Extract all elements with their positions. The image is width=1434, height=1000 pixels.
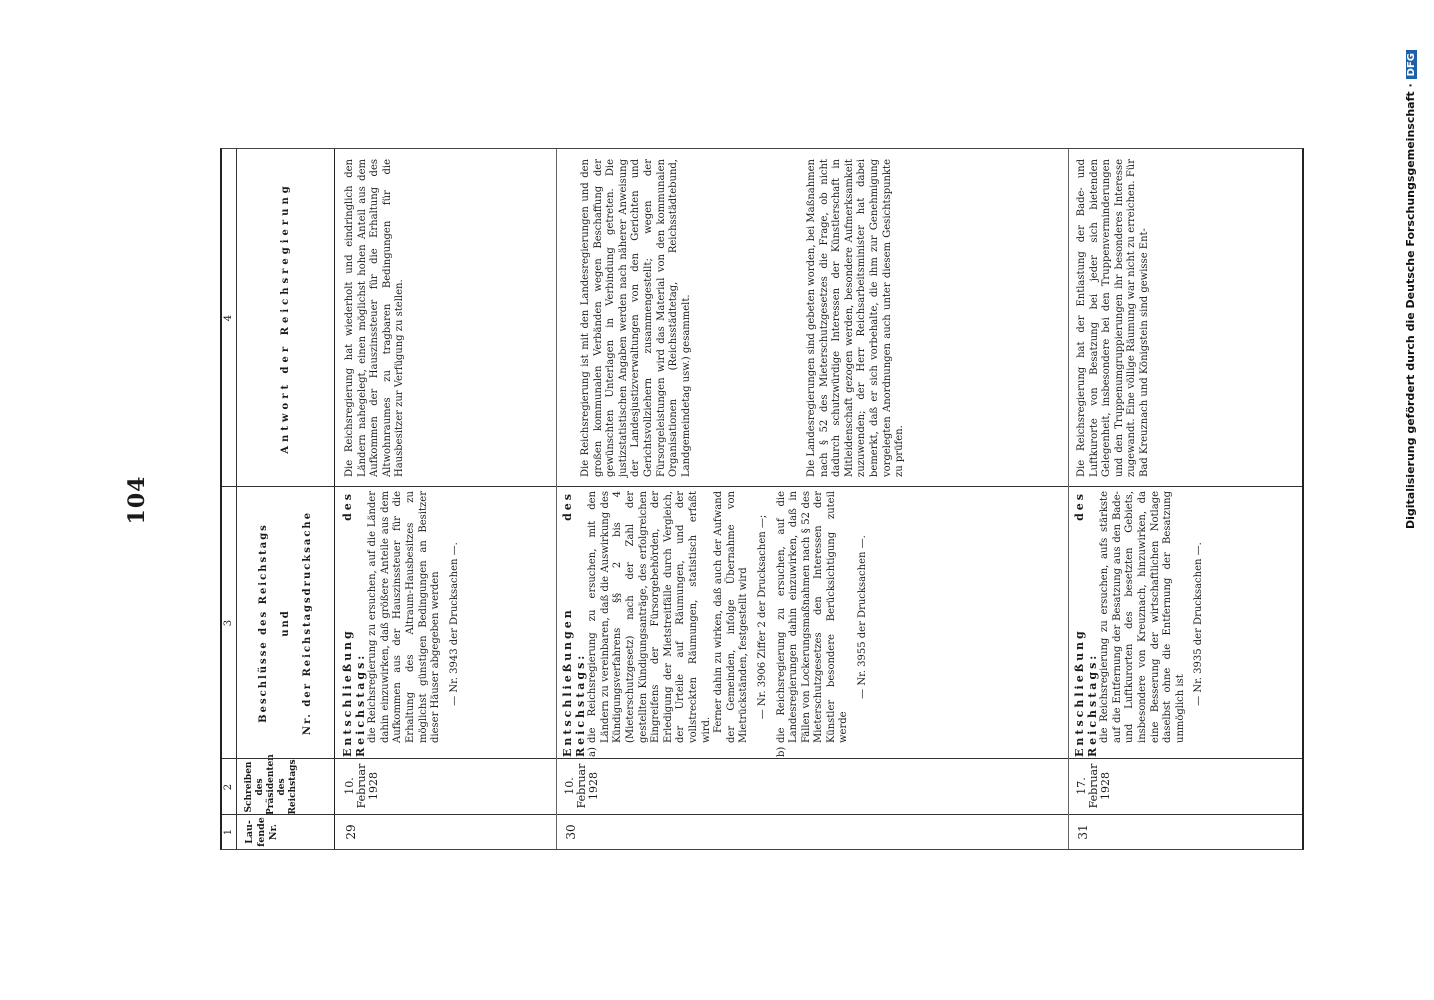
- row-resolution: [562, 491, 870, 757]
- resolution-item-b: [776, 491, 870, 757]
- header-row: [236, 149, 335, 849]
- column-number-2: 2: [223, 783, 234, 791]
- header-resolutions-line1: Beschlüsse des Reichstags: [258, 523, 269, 723]
- row-date: 17. Februar 1928: [1075, 763, 1112, 809]
- item-text: die Reichsregierung zu ersuchen, auf die Landesregierungen dahin einzuwirken, daß in Fällen von Lockerungsmaßnahmen nach § 52 des Mieterschutzgesetzes den Interessen der Künstler besondere Berücksichtigung zuteil werde: [775, 491, 850, 743]
- column-number-4: 4: [223, 314, 234, 322]
- row-divider: [556, 149, 557, 849]
- resolution-title: Entschließung des Reichstags:: [341, 491, 367, 757]
- column-divider: [222, 814, 1302, 815]
- item-label: b): [775, 746, 787, 757]
- rotated-document-page: [112, 110, 1322, 890]
- header-resolutions-line3: Nr. der Reichstagsdrucksache: [302, 510, 313, 736]
- header-president-letter: Schreiben des Präsidenten des Reichstags: [244, 754, 298, 815]
- column-number-1: 1: [223, 828, 234, 836]
- row-resolution: [1074, 491, 1206, 757]
- header-resolutions-line2: und: [280, 609, 291, 637]
- row-resolution: [342, 491, 461, 757]
- credit-text: Digitalisierung gefördert durch die Deutsche Forschungsgemeinschaft ·: [1404, 83, 1417, 530]
- resolution-text: die Reichsregierung zu ersuchen, auf die Länder dahin einzuwirken, daß größere Anteile aus dem Aufkommen aus der Hauszinssteuer für die Erhaltung des Altraum-Hausbesitzes zu möglichst günstigen Bedingungen an Besitzer dieser Häuser abgegeben werden: [367, 491, 442, 743]
- column-number-3: 3: [223, 619, 234, 627]
- column-number-row: [222, 149, 237, 849]
- item-label: a): [587, 747, 599, 757]
- row-date: 10. Februar 1928: [343, 763, 380, 809]
- digitization-credit: [1404, 50, 1420, 950]
- row-answer-a: Die Reichsregierung ist mit den Landesregierungen und den großen kommunalen Verbänden wegen Beschaffung der gewünschten Unterlagen in Verbindung getreten. Die justizstatistischen Angaben werden nach näherer Anweisung der Landesjustizverwaltungen von den Gerichten und Gerichtsvollziehern zusammengestellt; wegen der Fürsorgeleistungen wird das Material von den kommunalen Organisationen (Reichsstädtetag, Reichsstädtebund, Landgemeindetag usw.) gesammelt.: [580, 159, 692, 477]
- row-answer-b: Die Landesregierungen sind gebeten worden, bei Maßnahmen nach § 52 des Mieterschutzgesetzes die Frage, ob nicht dadurch schutzwürdige Interessen der Künstlerschaft in Mitleidenschaft gezogen werden, besondere Aufmerksamkeit zuzuwenden; der Herr Reichsarbeitsminister hat dabei bemerkt, daß er sich vorbehalte, die ihm zur Genehmigung vorgelegten Anordnungen auch unter diesem Gesichtspunkte zu prüfen.: [806, 159, 906, 477]
- item-reference: — Nr. 3906 Ziffer 2 der Drucksachen —;: [756, 514, 768, 720]
- row-number: 29: [344, 824, 358, 840]
- page-number: 104: [124, 475, 150, 525]
- column-divider: [222, 758, 1302, 759]
- item-reference: — Nr. 3955 der Drucksachen —.: [857, 535, 869, 699]
- row-answer: Die Reichsregierung hat wiederholt und eindringlich den Ländern nahegelegt, einen möglichst hohen Anteil aus dem Aufkommen der Hauszinssteuer für die Erhaltung des Altwohnraumes zu tragbaren Bedingungen für die Hausbesitzer zur Verfügung zu stellen.: [344, 159, 406, 477]
- resolution-item-a: [587, 491, 769, 757]
- row-date: 10. Februar 1928: [563, 763, 600, 809]
- item-text-continued: Ferner dahin zu wirken, daß auch der Aufwand der Gemeinden, infolge Übernahme von Mietrückständen, festgestellt wird: [713, 491, 750, 743]
- resolution-reference: — Nr. 3935 der Drucksachen —.: [1193, 542, 1205, 706]
- row-answer: Die Reichsregierung hat der Entlastung der Bade- und Luftkurorte von Besatzung bei jeder sich bietenden Gelegenheit, insbesondere bei den Truppenverminderungen und den Truppenumgruppierungen ihr besonderes Interesse zugewandt. Eine völlige Räumung war nicht zu erreichen. Für Bad Kreuznach und Königstein sind gewisse Ent-: [1076, 159, 1150, 477]
- row-divider: [1068, 149, 1069, 849]
- resolution-reference: — Nr. 3943 der Drucksachen —.: [448, 542, 460, 706]
- item-text: die Reichsregierung zu ersuchen, mit den Ländern zu vereinbaren, daß die Auswirkung des Kündigungsverfahrens §§ 2 bis 4 (Mieterschutzgesetz) nach der Zahl der gestellten Kündigungsanträge, des erfolgreichen Eingreifens der Fürsorgebehörden, der Erledigung der Mietstreitfälle durch Vergleich, der Urteile auf Räumungen, und der vollstreckten Räumungen, statistisch erfaßt wird.: [587, 491, 712, 743]
- dfg-logo-badge: DFG: [1406, 50, 1417, 79]
- resolutions-table: [220, 148, 1304, 850]
- column-divider: [222, 486, 1302, 487]
- resolution-text: die Reichsregierung zu ersuchen, aufs stärkste auf die Entfernung der Besatzung aus den Bade- und Luftkurorten des besetzten Gebiets, insbesondere von Kreuznach, hinzuwirken, da eine Besserung der wirtschaftlichen Notlage daselbst ohne die Entfernung der Besatzung unmöglich ist: [1099, 491, 1186, 743]
- header-running-number: Lau- fende Nr.: [244, 817, 279, 847]
- row-number: 30: [564, 824, 578, 840]
- header-government-answer: Antwort der Reichsregierung: [280, 182, 291, 454]
- row-number: 31: [1076, 824, 1090, 840]
- resolution-title: Entschließung des Reichstags:: [1073, 491, 1099, 757]
- resolution-title: Entschließungen des Reichstags:: [561, 491, 587, 757]
